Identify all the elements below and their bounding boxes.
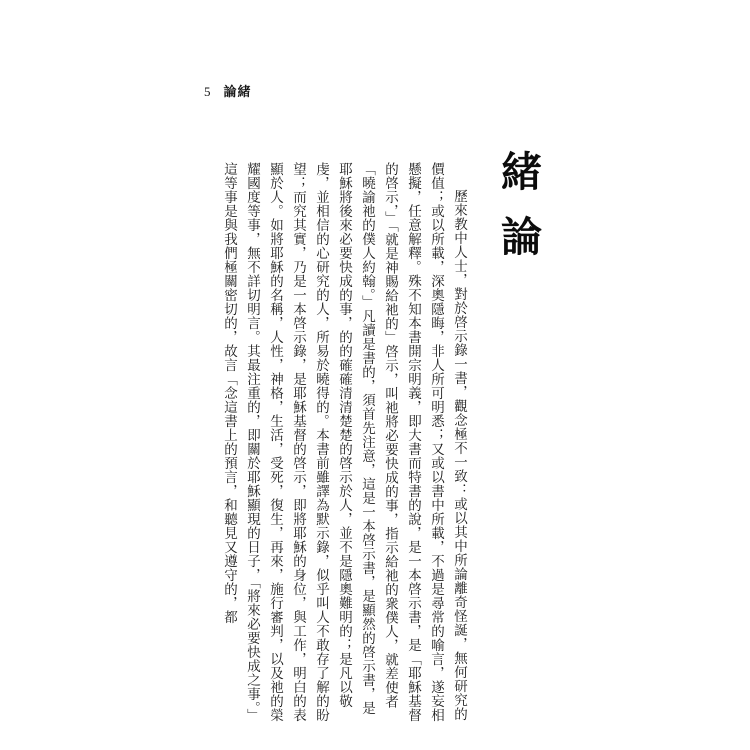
body-text: [198, 162, 470, 722]
running-header: [204, 81, 252, 100]
chapter-title: 緒論: [494, 150, 542, 280]
running-title: 論緒: [223, 85, 252, 100]
page-number: 5: [204, 84, 212, 99]
paragraph: 歷來教中人士，對於啓示錄一書，觀念極不一致：或以其中所論離奇怪誕，無何研究的價值；或以所載，深奧隱晦，非人所可明悉；又或以書中所載，不過是尋常的喻言，遂妄相懸擬，任意解釋。殊不知本書開宗明義，即大書而特書的說，是一本啓示書，是「耶穌基督的啓示，」「就是神賜給祂的」啓示，叫祂將必要快成的事，指示給祂的衆僕人，就差使者「曉諭祂的僕人約翰。」凡讀是書的，須首先注意，這是一本啓示書，是顯然的啓示書，是耶穌將後來必要快成的事，的的確確清清楚楚的啓示於人，並不是隱奧難明的；是凡以敬虔，並相信的心研究的人，所易於曉得的。本書前雖譯為默示錄，似乎叫人不敢存了解的盼望；而究其實，乃是一本啓示錄，是耶穌基督的啓示，即將耶穌的身位，與工作，明白的表顯於人。如將耶穌的名稱，人性，神格，生活，受死，復生，再來，施行審判，以及祂的榮耀國度等事，無不詳切明言。其最注重的，即關於耶穌顯現的日子，「將來必要快成之事。」這等事是與我們極關密切的，故言「念這書上的預言，和聽見又遵守的，都: [221, 162, 467, 722]
